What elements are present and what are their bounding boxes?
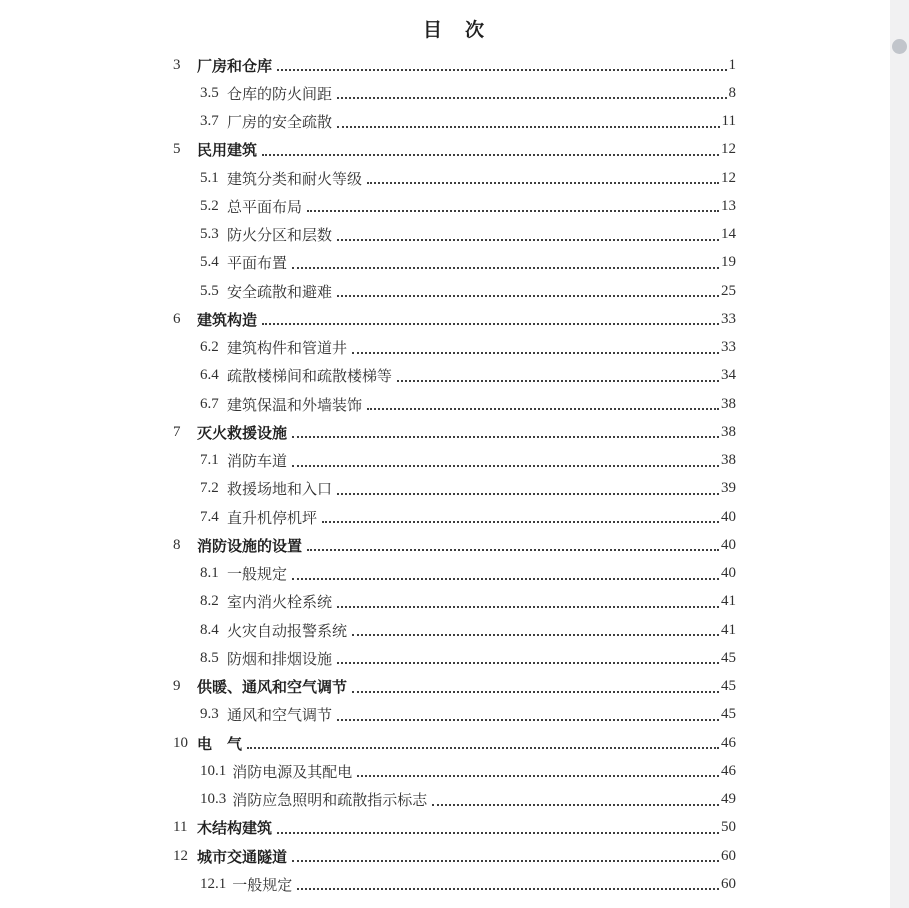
toc-entry-number: 3.5 xyxy=(200,84,219,101)
toc-entry-page: 34 xyxy=(721,367,736,384)
toc-entry-label: 火灾自动报警系统 xyxy=(227,623,348,640)
toc-entry-label: 通风和空气调节 xyxy=(227,708,333,725)
toc-entry-label: 建筑分类和耐火等级 xyxy=(227,171,363,188)
toc-entry-number: 5.4 xyxy=(200,254,219,271)
toc-row[interactable] xyxy=(173,701,736,729)
dot-leader xyxy=(337,606,719,608)
dot-leader xyxy=(337,97,726,99)
dot-leader xyxy=(367,182,719,184)
dot-leader xyxy=(262,154,719,156)
toc-entry-number: 8 xyxy=(173,536,181,553)
dot-leader xyxy=(292,578,719,580)
toc-entry-page: 12 xyxy=(721,169,736,186)
toc-entry-label: 直升机停机坪 xyxy=(227,510,318,527)
toc-entry-number: 11 xyxy=(173,819,188,836)
toc-entry-number: 7.1 xyxy=(200,452,219,469)
toc-entry-label: 木结构建筑 xyxy=(197,820,273,838)
toc-entry-label: 仓库的防火间距 xyxy=(227,86,333,103)
toc-entry-number: 5.3 xyxy=(200,226,219,243)
dot-leader xyxy=(262,323,719,325)
toc-entry-number: 9.3 xyxy=(200,706,219,723)
dot-leader xyxy=(352,352,719,354)
toc-entry-label: 民用建筑 xyxy=(197,142,258,160)
toc-row[interactable] xyxy=(173,447,736,475)
toc-entry-page: 60 xyxy=(721,847,736,864)
toc-entry-number: 3.7 xyxy=(200,113,219,130)
toc-row[interactable] xyxy=(173,842,736,870)
toc-entry-number: 5.5 xyxy=(200,282,219,299)
dot-leader xyxy=(307,210,719,212)
toc-entry-page: 25 xyxy=(721,282,736,299)
dot-leader xyxy=(367,408,719,410)
toc-entry-page: 1 xyxy=(728,56,736,73)
toc-row[interactable] xyxy=(173,870,736,898)
toc-row[interactable] xyxy=(173,164,736,192)
toc-entry-page: 41 xyxy=(721,621,736,638)
toc-row[interactable] xyxy=(173,51,736,79)
toc-entry-page: 13 xyxy=(721,197,736,214)
toc-entry-page: 38 xyxy=(721,395,736,412)
toc-entry-number: 6 xyxy=(173,310,181,327)
dot-leader xyxy=(432,804,719,806)
toc-entry-number: 6.2 xyxy=(200,339,219,356)
toc-entry-label: 厂房和仓库 xyxy=(197,57,273,75)
toc-entry-page: 45 xyxy=(721,649,736,666)
toc-entry-page: 46 xyxy=(721,734,736,751)
toc-entry-label: 防火分区和层数 xyxy=(227,228,333,245)
dot-leader xyxy=(277,69,726,71)
toc-entry-number: 9 xyxy=(173,678,181,695)
toc-entry-label: 建筑构造 xyxy=(197,311,258,329)
toc-entry-page: 38 xyxy=(721,452,736,469)
toc-row[interactable] xyxy=(173,249,736,277)
toc-row[interactable] xyxy=(173,305,736,333)
dot-leader xyxy=(397,380,719,382)
dot-leader xyxy=(352,634,719,636)
toc-row[interactable] xyxy=(173,475,736,503)
toc-entry-number: 8.1 xyxy=(200,565,219,582)
dot-leader xyxy=(292,267,719,269)
toc-entry-label: 消防设施的设置 xyxy=(197,537,303,555)
toc-entry-number: 7.2 xyxy=(200,480,219,497)
toc-entry-page: 49 xyxy=(721,791,736,808)
toc-entry-page: 14 xyxy=(721,226,736,243)
dot-leader xyxy=(277,832,719,834)
scrollbar-track[interactable] xyxy=(890,0,909,908)
toc-entry-page: 50 xyxy=(721,819,736,836)
toc-entry-label: 建筑构件和管道井 xyxy=(227,341,348,358)
dot-leader xyxy=(322,521,719,523)
toc-entry-page: 33 xyxy=(721,339,736,356)
dot-leader xyxy=(337,239,719,241)
toc-entry-label: 一般规定 xyxy=(232,877,293,894)
toc-entry-number: 5 xyxy=(173,141,181,158)
toc-row[interactable] xyxy=(173,79,736,107)
toc-entry-page: 46 xyxy=(721,762,736,779)
toc-entry-number: 8.2 xyxy=(200,593,219,610)
dot-leader xyxy=(292,436,719,438)
toc-entry-label: 消防车道 xyxy=(227,454,288,471)
toc-entry-label: 消防电源及其配电 xyxy=(232,764,353,781)
toc-entry-label: 室内消火栓系统 xyxy=(227,595,333,612)
toc-row[interactable] xyxy=(173,390,736,418)
toc-entry-label: 电 气 xyxy=(197,735,243,753)
toc-entry-page: 8 xyxy=(728,84,736,101)
toc-row[interactable] xyxy=(173,814,736,842)
toc-entry-page: 40 xyxy=(721,508,736,525)
toc-row[interactable] xyxy=(173,136,736,164)
toc-row[interactable] xyxy=(173,757,736,785)
dot-leader xyxy=(337,295,719,297)
toc-entry-page: 11 xyxy=(721,113,736,130)
toc-entry-page: 39 xyxy=(721,480,736,497)
toc-entry-label: 城市交通隧道 xyxy=(197,848,288,866)
toc-entry-number: 6.4 xyxy=(200,367,219,384)
toc-row[interactable] xyxy=(173,108,736,136)
toc-entry-label: 供暖、通风和空气调节 xyxy=(197,679,348,697)
toc-entry-page: 45 xyxy=(721,678,736,695)
toc-row[interactable] xyxy=(173,221,736,249)
toc-entry-label: 一般规定 xyxy=(227,567,288,584)
toc-entry-label: 厂房的安全疏散 xyxy=(227,115,333,132)
toc-entry-number: 10 xyxy=(173,734,188,751)
toc-entry-page: 12 xyxy=(721,141,736,158)
toc-entry-page: 40 xyxy=(721,565,736,582)
dot-leader xyxy=(292,465,719,467)
toc-entry-label: 灭火救援设施 xyxy=(197,424,288,442)
dot-leader xyxy=(297,888,719,890)
toc-row[interactable] xyxy=(173,531,736,559)
toc-entry-number: 10.3 xyxy=(200,791,227,808)
toc-entry-number: 7 xyxy=(173,423,181,440)
dot-leader xyxy=(337,126,720,128)
dot-leader xyxy=(292,860,719,862)
toc-entry-number: 12.1 xyxy=(200,875,227,892)
page-title: 目 次 xyxy=(422,20,486,41)
toc-row[interactable] xyxy=(173,616,736,644)
toc-entry-page: 38 xyxy=(721,423,736,440)
toc-row[interactable] xyxy=(173,588,736,616)
toc-row[interactable] xyxy=(173,786,736,814)
scrollbar-thumb[interactable] xyxy=(892,39,907,54)
toc-row[interactable] xyxy=(173,418,736,446)
toc-list xyxy=(173,51,736,899)
toc-entry-label: 平面布置 xyxy=(227,256,288,273)
dot-leader xyxy=(337,719,719,721)
toc-entry-page: 60 xyxy=(721,875,736,892)
toc-entry-label: 安全疏散和避难 xyxy=(227,284,333,301)
dot-leader xyxy=(337,493,719,495)
toc-entry-number: 12 xyxy=(173,847,188,864)
dot-leader xyxy=(247,747,719,749)
toc-row[interactable] xyxy=(173,503,736,531)
dot-leader xyxy=(307,549,719,551)
toc-entry-page: 19 xyxy=(721,254,736,271)
toc-row[interactable] xyxy=(173,560,736,588)
toc-row[interactable] xyxy=(173,277,736,305)
toc-entry-label: 疏散楼梯间和疏散楼梯等 xyxy=(227,369,393,386)
toc-entry-page: 33 xyxy=(721,310,736,327)
dot-leader xyxy=(337,662,719,664)
toc-row[interactable] xyxy=(173,729,736,757)
toc-entry-number: 7.4 xyxy=(200,508,219,525)
toc-entry-number: 10.1 xyxy=(200,762,227,779)
toc-entry-label: 总平面布局 xyxy=(227,199,303,216)
toc-entry-number: 5.1 xyxy=(200,169,219,186)
toc-entry-label: 消防应急照明和疏散指示标志 xyxy=(232,793,428,810)
toc-entry-label: 防烟和排烟设施 xyxy=(227,651,333,668)
toc-entry-page: 45 xyxy=(721,706,736,723)
toc-row[interactable] xyxy=(173,334,736,362)
toc-row[interactable] xyxy=(173,673,736,701)
toc-entry-page: 41 xyxy=(721,593,736,610)
toc-entry-number: 8.5 xyxy=(200,649,219,666)
toc-entry-page: 40 xyxy=(721,536,736,553)
dot-leader xyxy=(352,691,719,693)
toc-entry-number: 8.4 xyxy=(200,621,219,638)
toc-entry-label: 建筑保温和外墙装饰 xyxy=(227,397,363,414)
toc-entry-number: 5.2 xyxy=(200,197,219,214)
toc-entry-number: 6.7 xyxy=(200,395,219,412)
toc-entry-label: 救援场地和入口 xyxy=(227,482,333,499)
dot-leader xyxy=(357,775,719,777)
toc-row[interactable] xyxy=(173,644,736,672)
toc-entry-number: 3 xyxy=(173,56,181,73)
toc-row[interactable] xyxy=(173,362,736,390)
toc-row[interactable] xyxy=(173,192,736,220)
